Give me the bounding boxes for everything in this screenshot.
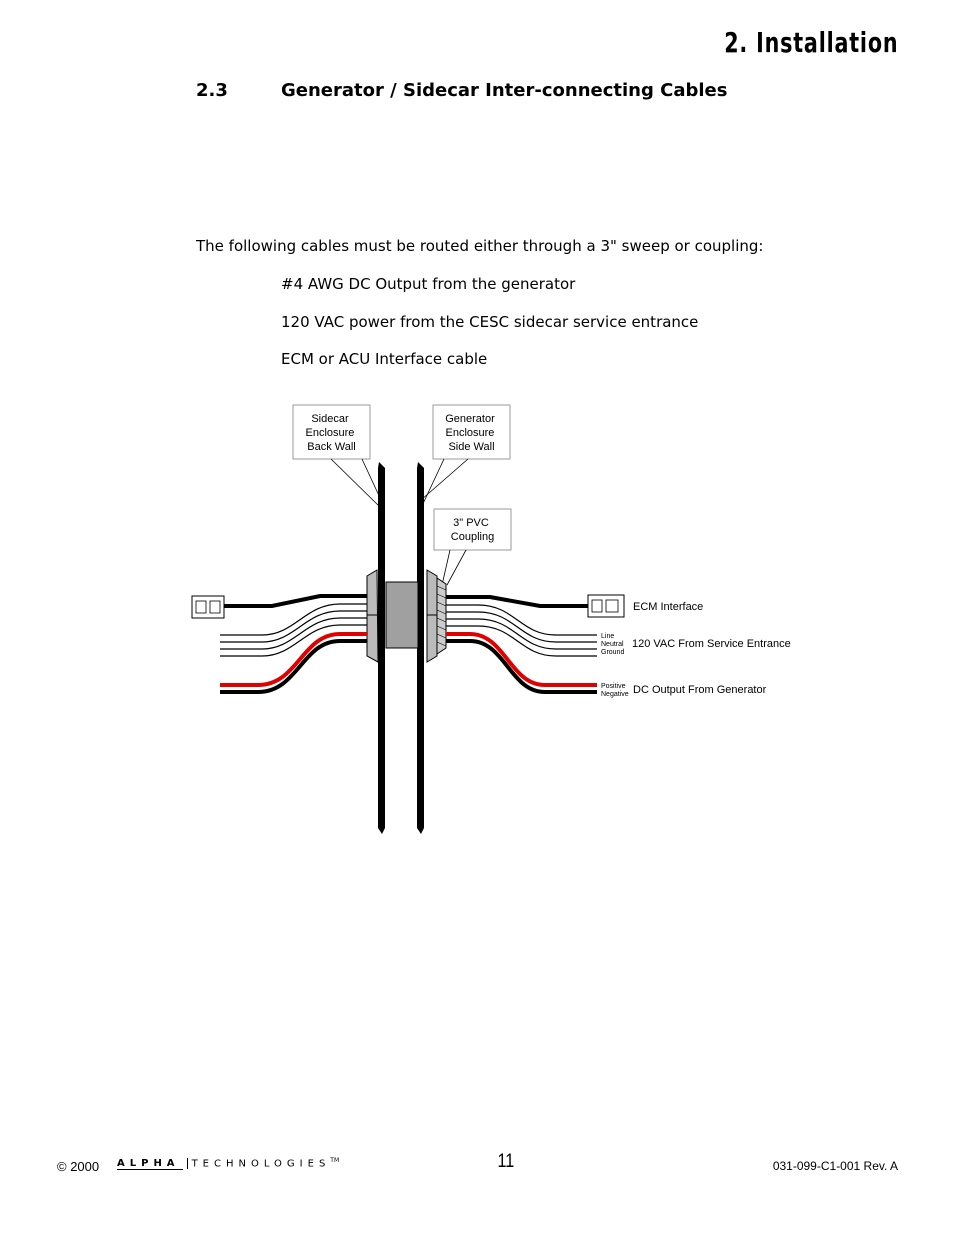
generator-callout-line3: Side Wall — [448, 441, 495, 453]
svg-text:Generator Enclosure Si — [445, 413, 498, 453]
coupling-callout-line1: 3" PVC — [453, 517, 489, 529]
coupling-callout-box — [434, 509, 511, 550]
alpha-technologies-logo — [117, 1157, 339, 1169]
positive-label: Positive — [601, 683, 626, 690]
cable-item-ecm: ECM or ACU Interface cable — [281, 350, 488, 368]
neutral-label: Neutral — [601, 641, 624, 648]
sidecar-callout-line1: Sidecar — [311, 413, 349, 425]
section-title: Generator / Sidecar Inter-connecting Cables — [281, 80, 728, 101]
pvc-coupling — [386, 582, 418, 648]
negative-label: Negative — [601, 691, 629, 698]
line-label: Line — [601, 633, 615, 640]
cable-item-dc: #4 AWG DC Output from the generator — [281, 275, 576, 293]
coupling-callout-line2: Coupling — [450, 531, 495, 543]
ecm-connector-left — [192, 596, 224, 618]
generator-callout-line2: Enclosure — [445, 427, 495, 439]
intro-paragraph: The following cables must be routed either through a 3" sweep or coupling: — [196, 237, 764, 255]
document-number: 031-099-C1-001 Rev. A — [772, 1159, 898, 1173]
ac-label: 120 VAC From Service Entrance — [632, 638, 791, 650]
coupling-nut-left — [367, 570, 378, 662]
sidecar-callout-line2: Enclosure — [305, 427, 355, 439]
logo-alpha: ALPHA — [117, 1158, 183, 1170]
chapter-heading: 2. Installation — [723, 26, 898, 59]
sidecar-wall — [378, 462, 385, 834]
logo-tm: TM — [330, 1157, 340, 1164]
logo-technologies: TECHNOLOGIES — [191, 1158, 331, 1170]
dc-label: DC Output From Generator — [633, 684, 767, 696]
section-number: 2.3 — [196, 80, 228, 101]
copyright: © 2000 — [57, 1159, 100, 1174]
cable-item-ac: 120 VAC power from the CESC sidecar service entrance — [281, 313, 699, 331]
ground-label: Ground — [601, 649, 625, 656]
cable-routing-diagram — [0, 390, 954, 850]
sidecar-callout-line3: Back Wall — [307, 441, 356, 453]
page-number: 11 — [497, 1151, 515, 1172]
svg-text:Sidecar Enclosure Back — [306, 413, 358, 453]
ecm-connector-right — [588, 595, 624, 617]
ecm-interface-label: ECM Interface — [633, 601, 704, 613]
coupling-nut-right — [427, 570, 437, 662]
ac-cables-right — [446, 605, 597, 656]
generator-callout-line1: Generator — [445, 413, 495, 425]
ac-cables-left — [220, 604, 367, 656]
